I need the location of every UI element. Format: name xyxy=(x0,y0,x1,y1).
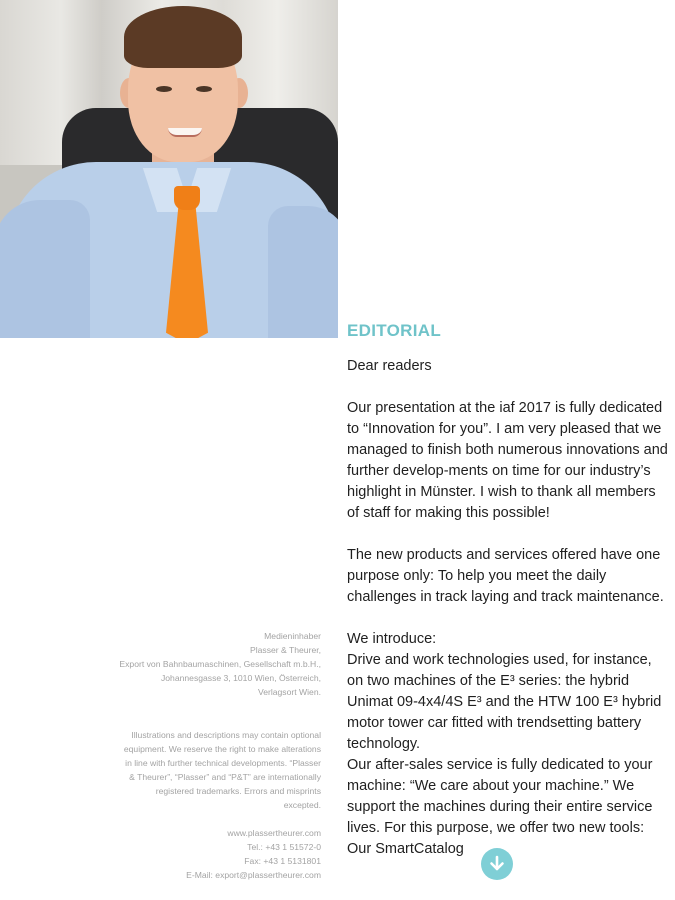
scroll-down-button[interactable] xyxy=(481,848,513,880)
author-portrait xyxy=(0,0,338,338)
imprint-line: Export von Bahnbaumaschinen, Gesellschaft m.b.H., xyxy=(119,659,321,669)
disclaimer-line: in line with further technical developments. “Plasser xyxy=(125,758,321,768)
imprint-line: Medieninhaber xyxy=(264,631,321,641)
paragraph-drive-technologies: Drive and work technologies used, for instance, on two machines of the E³ series: the hybrid Unimat 09-4x4/4S E³ and the HTW 100 E³ hybrid motor tower car fitted with trendsetting battery technology. xyxy=(347,652,662,752)
paragraph-new-products: The new products and services offered have one purpose only: To help you meet the daily challenges in track laying and track maintenance. xyxy=(347,547,664,605)
website-link[interactable]: www.plassertheurer.com xyxy=(227,828,321,838)
paragraph-after-sales: Our after-sales service is fully dedicated to your machine: “We care about your machine.” We support the machines during their entire service lives. For this purpose, we offer two new tools: Our SmartCatalog xyxy=(347,757,653,857)
phone-number: Tel.: +43 1 51572-0 xyxy=(247,842,321,852)
paragraph-iaf-presentation: Our presentation at the iaf 2017 is fully dedicated to “Innovation for you”. I am very pleased that we managed to finish both numerous innovations and further develop-ments on time for our industry’s highlight in Münster. I wish to thank all members of staff for making this possible! xyxy=(347,400,668,521)
arrow-down-icon xyxy=(487,854,507,874)
contact-block xyxy=(31,826,321,882)
portrait-hair xyxy=(124,6,242,68)
disclaimer-block xyxy=(31,728,321,812)
disclaimer-line: equipment. We reserve the right to make alterations xyxy=(123,744,321,754)
portrait-eye-left xyxy=(156,86,172,92)
fax-number: Fax: +43 1 5131801 xyxy=(244,856,321,866)
portrait-left-arm xyxy=(0,200,90,338)
portrait-tie-knot xyxy=(174,186,200,210)
imprint-block xyxy=(31,629,321,699)
disclaimer-line: excepted. xyxy=(283,800,321,810)
disclaimer-line: & Theurer”, “Plasser” and “P&T” are internationally xyxy=(129,772,321,782)
disclaimer-line: registered trademarks. Errors and misprints xyxy=(155,786,321,796)
editorial-heading: EDITORIAL xyxy=(347,321,442,340)
imprint-line: Johannesgasse 3, 1010 Wien, Österreich, xyxy=(160,673,321,683)
portrait-right-arm xyxy=(268,206,338,338)
imprint-line: Verlagsort Wien. xyxy=(257,687,321,697)
portrait-mouth xyxy=(168,128,202,137)
editorial-body xyxy=(347,356,669,860)
imprint-line: Plasser & Theurer, xyxy=(249,645,321,655)
introduce-label: We introduce: xyxy=(347,631,437,647)
portrait-eye-right xyxy=(196,86,212,92)
salutation: Dear readers xyxy=(347,358,432,374)
email-link[interactable]: E-Mail: export@plassertheurer.com xyxy=(186,870,321,880)
disclaimer-line: Illustrations and descriptions may contain optional xyxy=(131,730,321,740)
